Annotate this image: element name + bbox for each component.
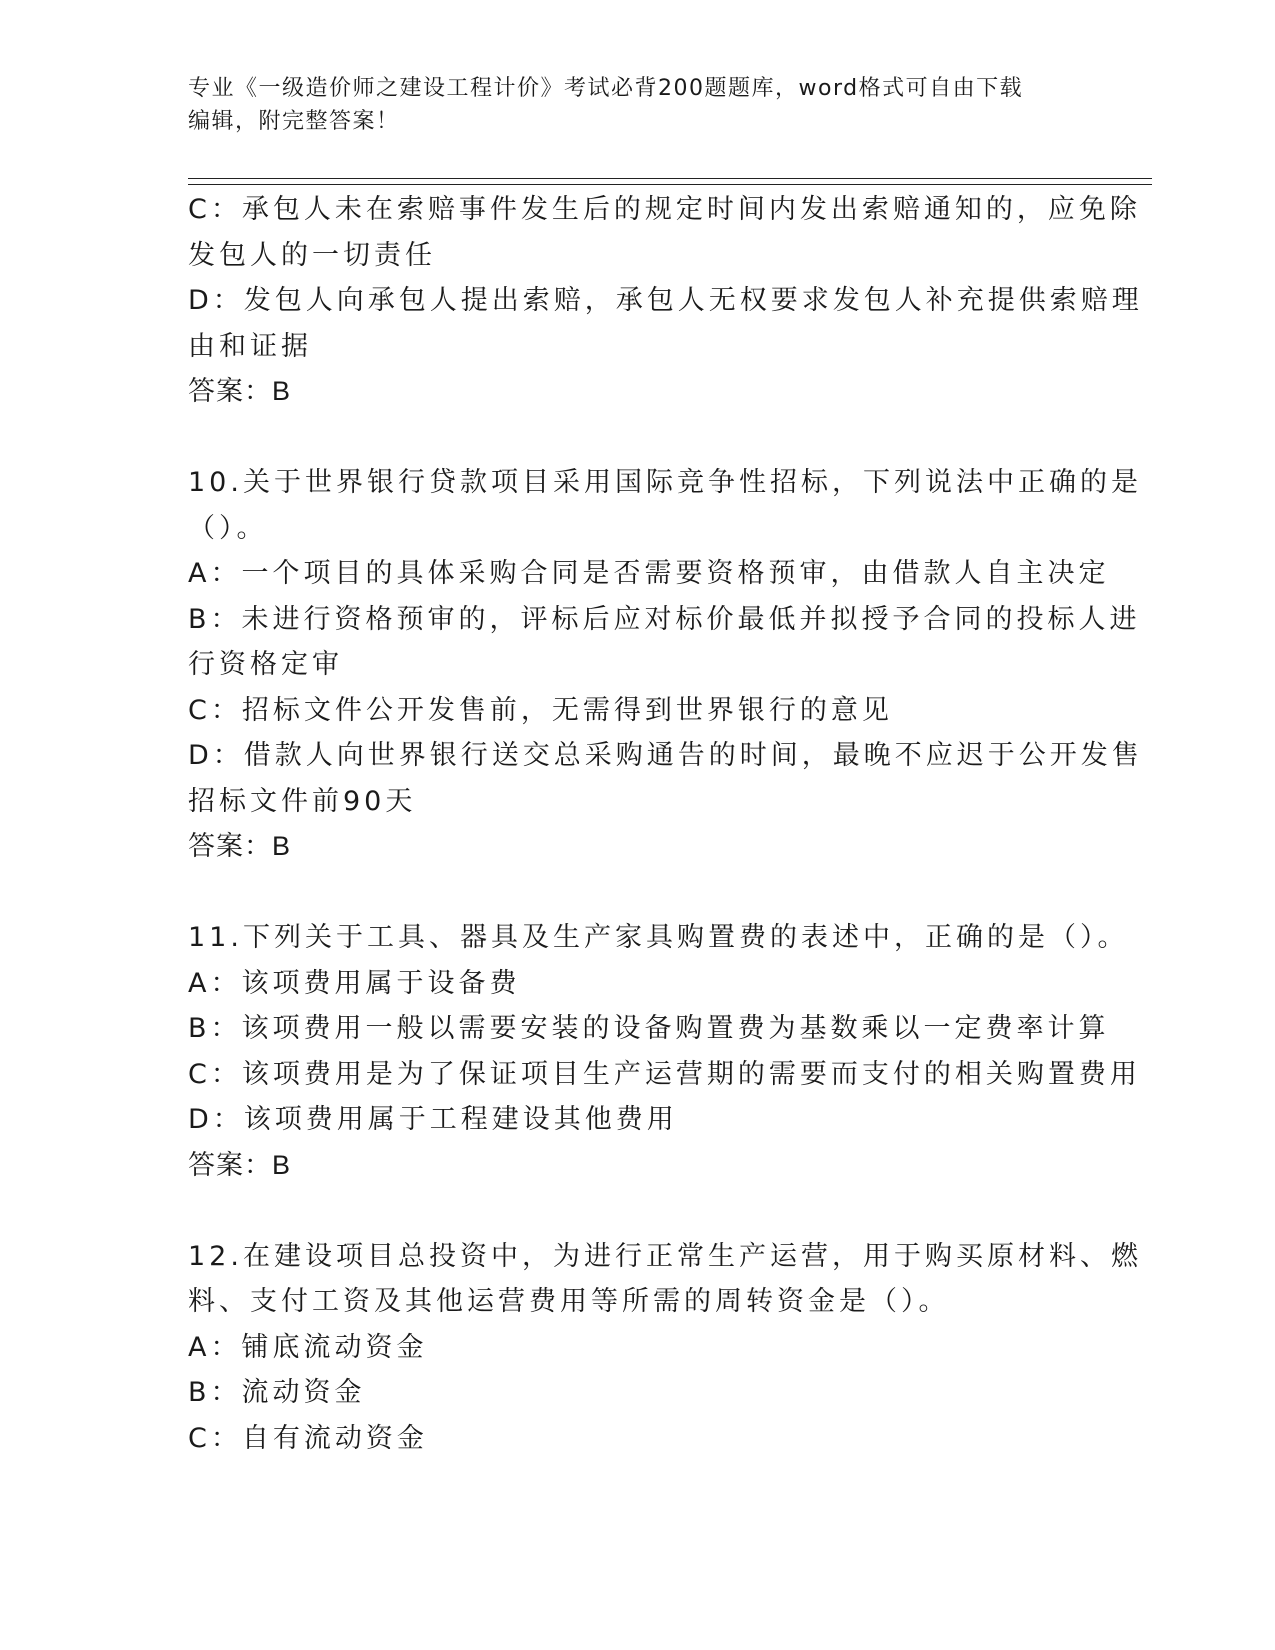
document-header bbox=[188, 72, 1088, 138]
option-d: D：该项费用属于工程建设其他费用 bbox=[188, 1104, 678, 1135]
question-11 bbox=[188, 915, 1141, 1188]
question-12 bbox=[188, 1234, 1142, 1462]
question-stem-line-2: （）。 bbox=[188, 512, 268, 544]
header-divider-bottom bbox=[188, 184, 1152, 185]
header-line-2: 编辑，附完整答案！ bbox=[188, 109, 400, 134]
option-b: B：流动资金 bbox=[188, 1377, 366, 1408]
header-divider-top bbox=[188, 178, 1152, 179]
question-9-tail bbox=[188, 187, 1143, 415]
spacer bbox=[188, 870, 1088, 916]
option-d-line-2: 由和证据 bbox=[188, 330, 312, 362]
option-c-line-2: 发包人的一切责任 bbox=[188, 239, 436, 271]
option-c: C：该项费用是为了保证项目生产运营期的需要而支付的相关购置费用 bbox=[188, 1058, 1141, 1090]
question-10 bbox=[188, 460, 1143, 870]
answer-line: 答案：B bbox=[188, 1149, 292, 1180]
answer-line: 答案：B bbox=[188, 831, 292, 861]
option-c: C：自有流动资金 bbox=[188, 1422, 428, 1454]
option-a: A：该项费用属于设备费 bbox=[188, 967, 521, 999]
option-d-line-2: 招标文件前90天 bbox=[188, 785, 417, 817]
question-stem-line-1: 12.在建设项目总投资中，为进行正常生产运营，用于购买原材料、燃 bbox=[188, 1240, 1142, 1272]
option-a: A：铺底流动资金 bbox=[188, 1331, 428, 1363]
option-c-line-1: C：承包人未在索赔事件发生后的规定时间内发出索赔通知的，应免除 bbox=[188, 194, 1141, 225]
option-b-line-1: B：未进行资格预审的，评标后应对标价最低并拟授予合同的投标人进 bbox=[188, 603, 1141, 635]
answer-line: 答案：B bbox=[188, 376, 292, 406]
question-content bbox=[188, 187, 1143, 1461]
option-b-line-2: 行资格定审 bbox=[188, 649, 343, 680]
question-stem: 11.下列关于工具、器具及生产家具购置费的表述中，正确的是（）。 bbox=[188, 922, 1129, 953]
question-stem-line-1: 10.关于世界银行贷款项目采用国际竞争性招标，下列说法中正确的是 bbox=[188, 467, 1142, 498]
spacer bbox=[188, 415, 1088, 461]
option-c: C：招标文件公开发售前，无需得到世界银行的意见 bbox=[188, 694, 893, 726]
option-a: A：一个项目的具体采购合同是否需要资格预审，由借款人自主决定 bbox=[188, 558, 1110, 589]
option-d-line-1: D：发包人向承包人提出索赔，承包人无权要求发包人补充提供索赔理 bbox=[188, 285, 1143, 316]
option-d-line-1: D：借款人向世界银行送交总采购通告的时间，最晚不应迟于公开发售 bbox=[188, 740, 1143, 771]
header-line-1: 专业《一级造价师之建设工程计价》考试必背200题题库，word格式可自由下载 bbox=[188, 76, 1024, 101]
spacer bbox=[188, 1188, 1088, 1234]
option-b: B：该项费用一般以需要安装的设备购置费为基数乘以一定费率计算 bbox=[188, 1013, 1110, 1044]
question-stem-line-2: 料、支付工资及其他运营费用等所需的周转资金是（）。 bbox=[188, 1286, 950, 1317]
